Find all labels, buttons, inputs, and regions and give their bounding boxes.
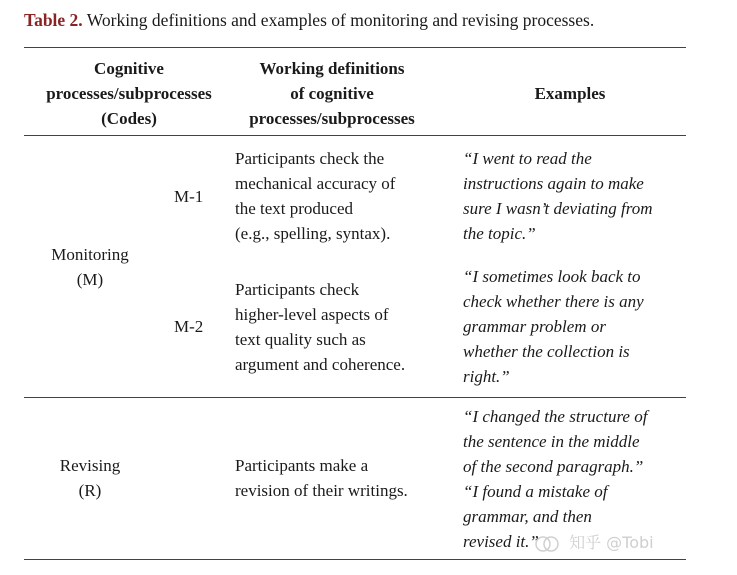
table-caption	[24, 10, 594, 31]
example-m1: “I went to read the instructions again to make sure I wasn’t deviating from the topic.”	[463, 149, 653, 243]
header-rule	[24, 135, 686, 136]
code-m1: M-1	[174, 187, 204, 206]
bottom-rule	[24, 559, 686, 560]
header-examples: Examples	[534, 84, 606, 103]
watermark	[534, 530, 654, 553]
header-working-definitions: Working definitions of cognitive processes/subprocesses	[249, 59, 415, 128]
example-m2: “I sometimes look back to check whether there is any grammar problem or whether the collection is right.”	[463, 267, 644, 386]
header-cognitive-processes: Cognitive processes/subprocesses (Codes)	[46, 59, 212, 128]
process-monitoring: Monitoring (M)	[51, 245, 129, 289]
table-label: Table 2.	[24, 10, 83, 30]
watermark-text: 知乎 @Tobi	[569, 533, 654, 552]
top-rule	[24, 47, 686, 48]
definition-revising: Participants make a revision of their writings.	[235, 456, 408, 500]
caption-text: Working definitions and examples of monitoring and revising processes.	[86, 10, 595, 30]
row-divider	[24, 397, 686, 398]
process-revising: Revising (R)	[59, 456, 121, 500]
example-revising: “I changed the structure of the sentence in the middle of the second paragraph.” “I found a mistake of grammar, and then revised it.”	[463, 407, 648, 551]
zhihu-logo-icon	[534, 535, 560, 553]
definition-m1: Participants check the mechanical accuracy of the text produced (e.g., spelling, syntax).	[235, 149, 396, 243]
code-m2: M-2	[174, 317, 204, 336]
definition-m2: Participants check higher-level aspects of text quality such as argument and coherence.	[235, 280, 406, 374]
